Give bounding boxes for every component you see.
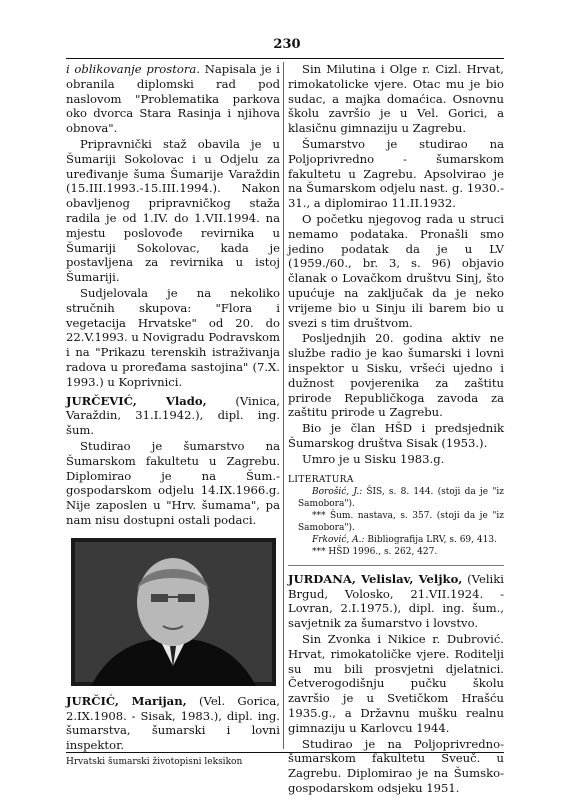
paragraph: Sin Milutina i Olge r. Cizl. Hrvat, rimokatolicke vjere. Otac mu je bio sudac, a majka domaćica. Osnovnu školu završio je u Vel. Gorici, a klasičnu gimnaziju u Zagrebu. — [288, 62, 504, 136]
paragraph: Studirao je šumarstvo na Šumarskom fakultetu u Zagrebu. Diplomirao je na Šum.-gospodarskom odjelu 14.IX.1966.g. Nije zaposlen u "Hrv. šumama", pa nam nisu dostupni ostali podaci. — [66, 438, 280, 527]
paragraph: Bio je član HŠD i predsjednik Šumarskog društva Sisak (1953.). — [288, 421, 504, 450]
entry-details: (Veliki Brgud, Volosko, 21.VII.1924. - Lovran, 2.I.1975.), dipl. ing. šum., savjetnik za šumarstvo i lovstvo. — [288, 571, 505, 631]
paragraph: Sin Zvonka i Nikice r. Dubrović. Hrvat, rimokatoličke vjere. Roditelji su mu bili prosvjetni djelatnici. Četverogodišnju pučku školu završio je u Svetičkom Hrašću 1935.g., a Državnu mušku realnu gimnaziju u Karlovcu 1944. — [288, 631, 504, 735]
literature-separator — [288, 565, 504, 566]
literature-item — [288, 547, 504, 558]
paragraph: Studirao je na Poljoprivredno-šumarskom fakultetu Sveuč. u Zagrebu. Diplomirao je na Šumsko-gospodarskom odsjeku 1951. — [288, 736, 504, 795]
literature-author: Frković, A.: — [312, 534, 365, 545]
literature-heading: LITERATURA — [288, 474, 354, 485]
paragraph: Sudjelovala je na nekoliko stručnih skupova: "Flora i vegetacija Hrvatske" od 20. do 22.V.1993. u Novigradu Podravskom i na "Prikazu terenskih istraživanja radova u proređama sastojina" (7.X. 1993.) u Koprivnici. — [66, 285, 281, 389]
entry-name: JURDANA, Velislav, Veljko, — [288, 571, 463, 586]
paragraph: O početku njegovog rada u struci nemamo podataka. Pronašli smo jedino podatak da je u LV (1959./60., br. 3, s. 96) objavio članak o Lovačkom društvu Sinj, što upućuje na zaključak da je neko vrijeme bio u Sinju ili barem bio u svezi s tim društvom. — [288, 211, 504, 330]
literature-text: *** HŠD 1996., s. 262, 427. — [312, 547, 438, 558]
portrait-photo — [71, 538, 276, 686]
entry-name: JURČIĆ, Marijan, — [66, 693, 187, 708]
paragraph — [66, 62, 280, 136]
literature-text: Bibliografija LRV, s. 69, 413. — [364, 534, 497, 545]
footer-rule — [66, 752, 504, 753]
literature-text: *** Šum. nastava, s. 357. (stoji da je "iz Samobora"). — [298, 511, 504, 533]
literature-text: ŠIS, s. 8. 144. (stoji da je "iz Samobora"). — [298, 487, 504, 509]
entry-details: (Vinica, Varaždin, 31.I.1942.), dipl. ing. šum. — [66, 393, 280, 438]
page-number: 230 — [273, 37, 301, 52]
paragraph-text: . Napisala je i obranila diplomski rad pod naslovom "Problematika parkova oko dvorca Stara Rasinja i njihova obnova". — [66, 62, 281, 136]
literature-item — [288, 535, 504, 546]
entry-name: JURČEVIĆ, Vlado, — [66, 393, 207, 408]
paragraph: Pripravnički staž obavila je u Šumariji Sokolovac i u Odjelu za uređivanje šuma Šumarije Varaždin (15.III.1993.-15.III.1994.). Nakon obavljenog pripravničkog staža radila je od 1.IV. do 1.VII.1994. na mjestu poslovođe revirnika u Šumariji Sokolovac, kada je postavljena za revirnika u istoj Šumariji. — [66, 136, 280, 285]
literature-item — [288, 511, 504, 534]
header-rule — [66, 58, 504, 59]
paragraph: Šumarstvo je studirao na Poljoprivredno - šumarskom fakultetu u Zagrebu. Apsolvirao je na Šumarskom odjelu nast. g. 1930.- 31., a diplomirao 11.II.1932. — [288, 136, 504, 211]
entry-heading — [66, 694, 280, 753]
literature-author: Borošić, J.: — [312, 487, 363, 498]
entry-details: (Vel. Gorica, 2.IX.1908. - Sisak, 1983.), dipl. ing. šumarstva, šumarski i lovni inspektor. — [66, 693, 280, 753]
entry-heading — [66, 394, 280, 438]
italic-lead: i oblikovanje prostora — [66, 62, 197, 76]
right-column — [288, 62, 504, 797]
column-divider — [283, 62, 284, 749]
paragraph: Umro je u Sisku 1983.g. — [302, 451, 445, 466]
paragraph: Posljednjih 20. godina aktiv ne službe radio je kao šumarski i lovni inspektor u Sisku, vršeći ujedno i dužnost povjerenika za zaštitu prirode Republičkoga zavoda za zaštitu prirode u Zagrebu. — [288, 331, 504, 420]
literature-item — [288, 487, 504, 510]
entry-heading — [288, 572, 504, 631]
left-column — [66, 62, 280, 754]
footer-text: Hrvatski šumarski životopisni leksikon — [66, 757, 243, 767]
